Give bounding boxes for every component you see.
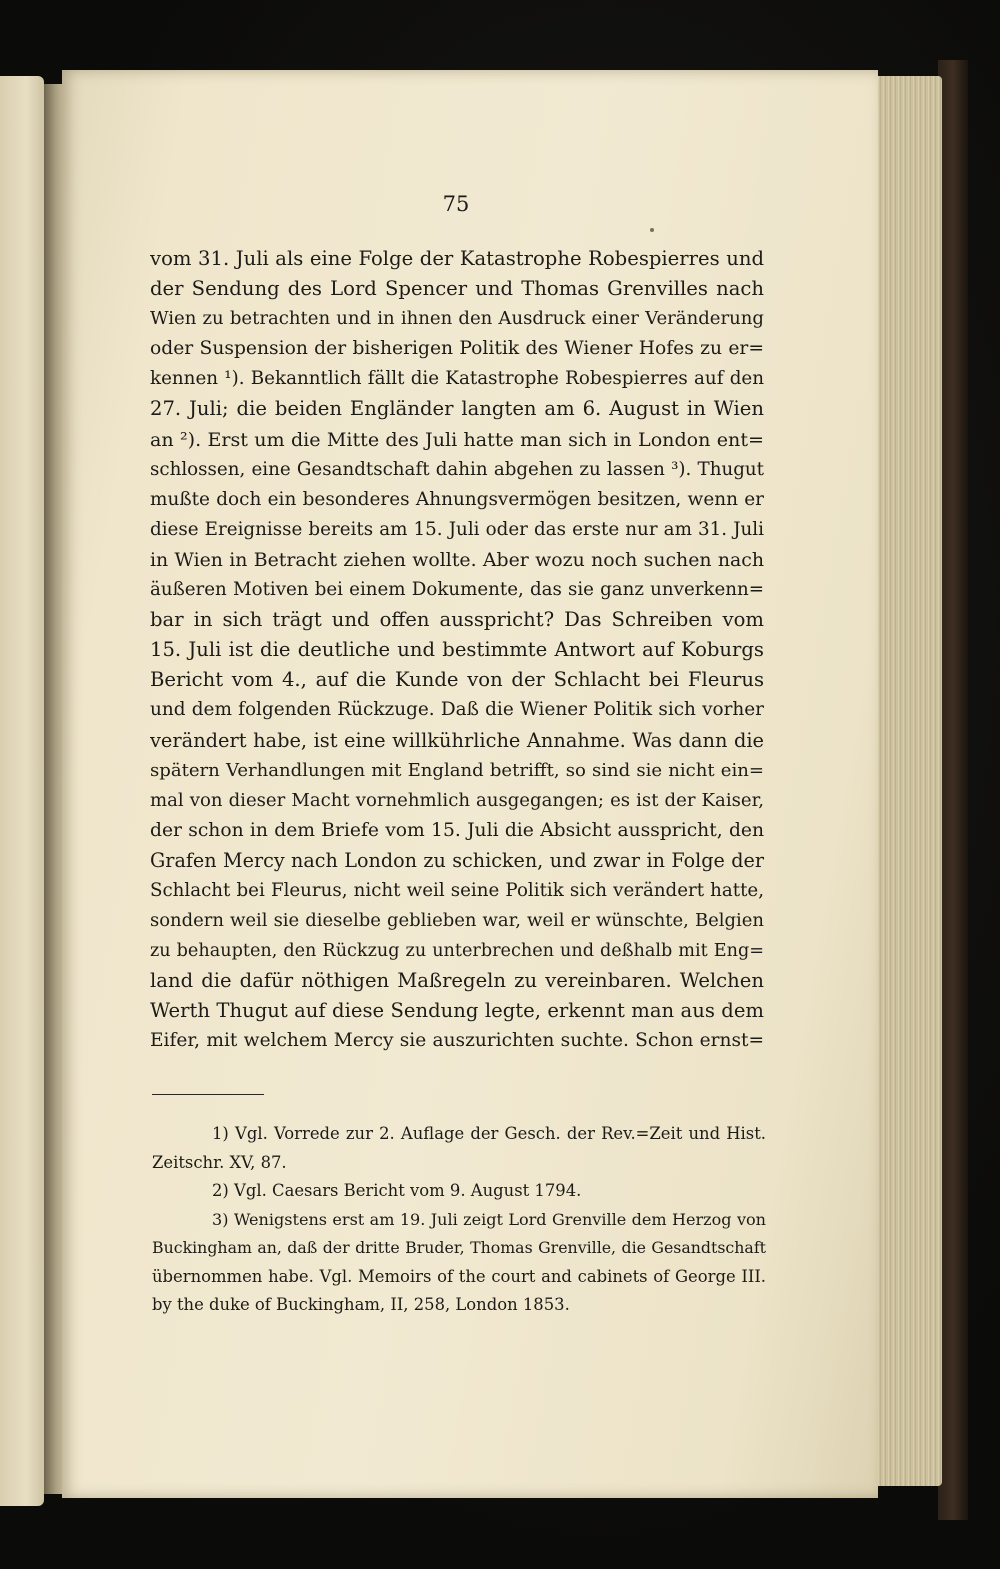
footnote-line: übernommen habe. Vgl. Memoirs of the court and cabinets of George III. — [152, 1266, 766, 1286]
body-line: der schon in dem Briefe vom 15. Juli die Absicht ausspricht, den — [150, 819, 764, 841]
footnote-line: Buckingham an, daß der dritte Bruder, Thomas Grenville, die Gesandtschaft — [152, 1238, 766, 1257]
body-line: 15. Juli ist die deutliche und bestimmte Antwort auf Koburgs — [150, 638, 764, 662]
body-line: kennen ¹). Bekanntlich fällt die Katastrophe Robespierres auf den — [150, 368, 764, 390]
body-line: Wien zu betrachten und in ihnen den Ausdruck einer Veränderung — [150, 308, 764, 330]
body-line: oder Suspension der bisherigen Politik des Wiener Hofes zu er= — [150, 338, 764, 360]
body-line: Grafen Mercy nach London zu schicken, und zwar in Folge der — [150, 848, 764, 872]
body-line: Schlacht bei Fleurus, nicht weil seine Politik sich verändert hatte, — [150, 879, 764, 901]
body-line: schlossen, eine Gesandtschaft dahin abgehen zu lassen ³). Thugut — [150, 458, 764, 480]
body-line: an ²). Erst um die Mitte des Juli hatte man sich in London ent= — [150, 428, 764, 451]
footnote-rule — [152, 1094, 264, 1095]
body-line: zu behaupten, den Rückzug zu unterbrechen und deßhalb mit Eng= — [150, 941, 764, 962]
body-line: Werth Thugut auf diese Sendung legte, erkennt man aus dem — [150, 999, 764, 1023]
footnote-line: 3) Wenigstens erst am 19. Juli zeigt Lord Grenville dem Herzog von — [212, 1209, 766, 1229]
footnote-line: Zeitschr. XV, 87. — [152, 1152, 287, 1172]
page-edges — [872, 76, 942, 1486]
body-line: mal von dieser Macht vornehmlich ausgegangen; es ist der Kaiser, — [150, 789, 764, 811]
body-line: in Wien in Betracht ziehen wollte. Aber wozu noch suchen nach — [150, 548, 764, 571]
body-line: sondern weil sie dieselbe geblieben war, weil er wünschte, Belgien — [150, 910, 764, 932]
body-line: und dem folgenden Rückzuge. Daß die Wiener Politik sich vorher — [150, 699, 764, 721]
body-line: 27. Juli; die beiden Engländer langten am 6. August in Wien — [150, 397, 764, 421]
footnote-line: 1) Vgl. Vorrede zur 2. Auflage der Gesch. der Rev.=Zeit und Hist. — [212, 1124, 766, 1143]
body-line: mußte doch ein besonderes Ahnungsvermögen besitzen, wenn er — [150, 488, 764, 510]
book-cover-edge — [938, 60, 968, 1520]
body-line: vom 31. Juli als eine Folge der Katastrophe Robespierres und — [150, 247, 764, 270]
body-line: Eifer, mit welchem Mercy sie auszurichten suchte. Schon ernst= — [150, 1030, 764, 1052]
body-line: land die dafür nöthigen Maßregeln zu vereinbaren. Welchen — [150, 969, 764, 993]
body-line: Bericht vom 4., auf die Kunde von der Schlacht bei Fleurus — [150, 668, 764, 692]
body-line: verändert habe, ist eine willkührliche Annahme. Was dann die — [150, 728, 764, 752]
body-line: der Sendung des Lord Spencer und Thomas Grenvilles nach — [150, 277, 764, 301]
page-number: 75 — [442, 192, 470, 216]
body-line: spätern Verhandlungen mit England betrifft, so sind sie nicht ein= — [150, 759, 764, 781]
footnotes — [152, 1120, 766, 1320]
left-facing-page — [0, 76, 44, 1506]
footnote-line: by the duke of Buckingham, II, 258, London 1853. — [152, 1295, 570, 1314]
body-line: diese Ereignisse bereits am 15. Juli oder das erste nur am 31. Juli — [150, 518, 764, 540]
body-line: bar in sich trägt und offen ausspricht? Das Schreiben vom — [150, 608, 764, 632]
paper-speck — [650, 228, 654, 232]
body-line: äußeren Motiven bei einem Dokumente, das sie ganz unverkenn= — [150, 579, 764, 601]
body-text — [150, 244, 764, 1057]
footnote-line: 2) Vgl. Caesars Bericht vom 9. August 1794. — [212, 1181, 582, 1200]
